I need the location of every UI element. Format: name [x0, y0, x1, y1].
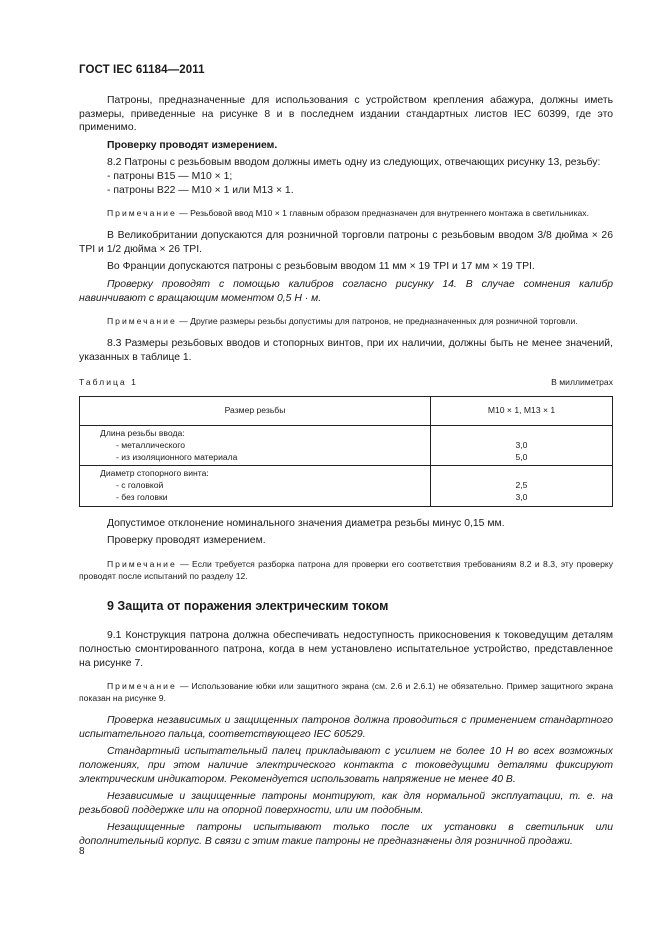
section-heading: 9 Защита от поражения электрическим током — [107, 598, 389, 613]
note — [79, 680, 613, 704]
table-cell — [431, 425, 613, 465]
note-text: — Если требуется разборка патрона для проверки его соответствия требованиям 8.2 и 8.3, эту проверку проводят после испытаний по разделу 12. — [79, 558, 613, 581]
paragraph-check: Проверку проводят с помощью калибров согласно рисунку 14. В случае сомнения калибр навинчивают с вращающим моментом 0,5 Н · м. — [79, 278, 613, 304]
note-label: Примечание — [107, 208, 177, 219]
table-caption: Таблица 1 — [79, 377, 138, 388]
table-row — [80, 466, 613, 506]
paragraph-check: Независимые и защищенные патроны монтируют, как для нормальной эксплуатации, т. е. на резьбовой поддержке или на опорной поверхности, или им подобным. — [79, 791, 613, 816]
paragraph-8-2: 8.2 Патроны с резьбовым вводом должны иметь одну из следующих, отвечающих рисунку 13, резьбу: — [107, 157, 601, 169]
row-label: - с головкой — [116, 480, 164, 491]
note-label: Примечание — [107, 558, 177, 569]
note — [79, 315, 613, 327]
paragraph-check: Проверка независимых и защищенных патронов должна проводиться с применением стандартного испытательного пальца, соответствующего IEC 60529. — [79, 715, 613, 740]
list-item: - патроны B22 — M10 × 1 или M13 × 1. — [107, 184, 294, 196]
row-group-title: Диаметр стопорного винта: — [100, 468, 209, 479]
row-value: 3,0 — [515, 491, 528, 502]
document-header: ГОСТ IEC 61184—2011 — [79, 64, 205, 76]
list-item: - патроны B15 — M10 × 1; — [107, 170, 233, 182]
note-text: — Резьбовой ввод M10 × 1 главным образом предназначен для внутреннего монтажа в светильниках. — [176, 208, 589, 219]
table-caption-row — [79, 376, 613, 390]
note-text: — Другие размеры резьбы допустимы для патронов, не предназначенных для розничной торговли. — [176, 316, 578, 327]
document-body — [79, 94, 613, 849]
paragraph: В Великобритании допускаются для розничной торговли патроны с резьбовым вводом 3/8 дюйма × 26 TPI и 1/2 дюйма × 26 TPI. — [79, 230, 613, 255]
paragraph-check: Незащищенные патроны испытывают только после их установки в светильник или дополнительный корпус. В связи с этим такие патроны не предназначены для розничной продажи. — [79, 822, 613, 847]
table-cell — [431, 466, 613, 506]
page-number: 8 — [79, 846, 85, 857]
paragraph-check: Проверку проводят измерением. — [107, 139, 278, 151]
row-value: 3,0 — [515, 439, 528, 450]
paragraph-9-1: 9.1 Конструкция патрона должна обеспечивать недоступность прикосновения к токоведущим деталям полностью смонтированного патрона, когда в нем установлено испытательное устройство, представленное на рисунке 7. — [79, 630, 613, 669]
note — [79, 207, 613, 219]
paragraph: Патроны, предназначенные для использования с устройством крепления абажура, должны иметь размеры, приведенные на рисунке 8 и в последнем издании стандартных листов IEC 60399, где это применимо. — [79, 95, 613, 134]
table-cell — [80, 425, 431, 465]
row-label: - металлического — [116, 439, 186, 450]
note-label: Примечание — [107, 316, 177, 327]
paragraph-check: Проверку проводят измерением. — [107, 535, 266, 547]
paragraph-check: Стандартный испытательный палец прикладывают с усилием не более 10 Н во всех возможных положениях, при этом наличие электрического контакта с токоведущими деталями фиксируют электрическим индикатором. Рекомендуется использовать напряжение не менее 40 В. — [79, 746, 613, 785]
paragraph: Допустимое отклонение номинального значения диаметра резьбы минус 0,15 мм. — [107, 517, 505, 529]
table-units: В миллиметрах — [551, 377, 613, 388]
paragraph-8-3: 8.3 Размеры резьбовых вводов и стопорных винтов, при их наличии, должны быть не менее значений, указанных в таблице 1. — [79, 338, 613, 363]
paragraph: Во Франции допускаются патроны с резьбовым вводом 11 мм × 19 TPI и 17 мм × 19 TPI. — [107, 261, 535, 273]
row-value: 5,0 — [515, 451, 528, 462]
row-group-title: Длина резьбы ввода: — [100, 427, 185, 438]
row-label: - без головки — [116, 491, 168, 502]
table-1 — [79, 396, 613, 507]
row-label: - из изоляционного материала — [116, 451, 238, 462]
note-text: — Использование юбки или защитного экрана (см. 2.6 и 2.6.1) не обязательно. Пример защитного экрана показан на рисунке 9. — [79, 681, 613, 704]
table-header-cell: Размер резьбы — [80, 396, 431, 425]
table-row — [80, 425, 613, 465]
row-value: 2,5 — [515, 480, 528, 491]
note — [79, 558, 613, 582]
table-header-cell: M10 × 1, M13 × 1 — [431, 396, 613, 425]
table-header-row — [80, 396, 613, 425]
note-label: Примечание — [107, 681, 177, 692]
table-cell — [80, 466, 431, 506]
